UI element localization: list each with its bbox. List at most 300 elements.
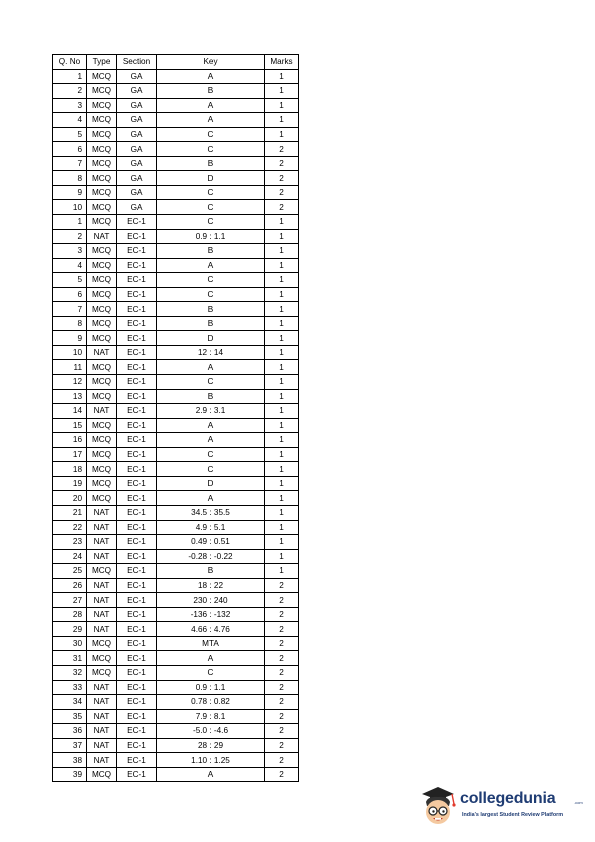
cell-key: B bbox=[157, 564, 265, 579]
cell-section: GA bbox=[117, 171, 157, 186]
cell-marks: 1 bbox=[265, 302, 299, 317]
cell-qno: 5 bbox=[53, 273, 87, 288]
cell-marks: 2 bbox=[265, 607, 299, 622]
cell-type: NAT bbox=[87, 578, 117, 593]
cell-qno: 6 bbox=[53, 142, 87, 157]
cell-marks: 2 bbox=[265, 622, 299, 637]
header-section: Section bbox=[117, 55, 157, 70]
table-row bbox=[53, 418, 299, 433]
cell-marks: 1 bbox=[265, 433, 299, 448]
cell-section: EC-1 bbox=[117, 462, 157, 477]
cell-marks: 1 bbox=[265, 375, 299, 390]
cell-type: MCQ bbox=[87, 273, 117, 288]
header-key: Key bbox=[157, 55, 265, 70]
cell-qno: 36 bbox=[53, 724, 87, 739]
table-row bbox=[53, 98, 299, 113]
cell-qno: 3 bbox=[53, 244, 87, 259]
cell-qno: 9 bbox=[53, 185, 87, 200]
table-row bbox=[53, 447, 299, 462]
cell-marks: 1 bbox=[265, 345, 299, 360]
table-row bbox=[53, 680, 299, 695]
cell-type: MCQ bbox=[87, 564, 117, 579]
table-row bbox=[53, 345, 299, 360]
cell-type: MCQ bbox=[87, 244, 117, 259]
cell-key: A bbox=[157, 418, 265, 433]
cell-marks: 1 bbox=[265, 360, 299, 375]
cell-section: EC-1 bbox=[117, 651, 157, 666]
cell-type: NAT bbox=[87, 753, 117, 768]
cell-key: B bbox=[157, 156, 265, 171]
cell-type: MCQ bbox=[87, 113, 117, 128]
table-row bbox=[53, 360, 299, 375]
cell-type: MCQ bbox=[87, 636, 117, 651]
cell-marks: 1 bbox=[265, 84, 299, 99]
cell-section: EC-1 bbox=[117, 229, 157, 244]
cell-key: C bbox=[157, 447, 265, 462]
cell-key: 0.9 : 1.1 bbox=[157, 680, 265, 695]
cell-qno: 31 bbox=[53, 651, 87, 666]
cell-qno: 1 bbox=[53, 215, 87, 230]
cell-section: EC-1 bbox=[117, 593, 157, 608]
cell-marks: 1 bbox=[265, 549, 299, 564]
cell-qno: 7 bbox=[53, 156, 87, 171]
table-row bbox=[53, 593, 299, 608]
cell-key: A bbox=[157, 69, 265, 84]
brand-tld: .com bbox=[574, 800, 583, 805]
cell-section: EC-1 bbox=[117, 665, 157, 680]
cell-key: 0.9 : 1.1 bbox=[157, 229, 265, 244]
cell-key: A bbox=[157, 98, 265, 113]
cell-key: C bbox=[157, 287, 265, 302]
cell-section: GA bbox=[117, 98, 157, 113]
cell-section: EC-1 bbox=[117, 738, 157, 753]
cell-marks: 1 bbox=[265, 273, 299, 288]
cell-qno: 20 bbox=[53, 491, 87, 506]
cell-section: EC-1 bbox=[117, 505, 157, 520]
cell-qno: 15 bbox=[53, 418, 87, 433]
cell-qno: 1 bbox=[53, 69, 87, 84]
cell-key: A bbox=[157, 491, 265, 506]
cell-section: EC-1 bbox=[117, 578, 157, 593]
cell-key: 230 : 240 bbox=[157, 593, 265, 608]
cell-marks: 1 bbox=[265, 331, 299, 346]
cell-qno: 29 bbox=[53, 622, 87, 637]
cell-marks: 1 bbox=[265, 215, 299, 230]
cell-key: B bbox=[157, 389, 265, 404]
table-row bbox=[53, 316, 299, 331]
table-row bbox=[53, 171, 299, 186]
cell-marks: 1 bbox=[265, 476, 299, 491]
cell-marks: 1 bbox=[265, 505, 299, 520]
cell-type: NAT bbox=[87, 535, 117, 550]
cell-marks: 2 bbox=[265, 753, 299, 768]
cell-qno: 2 bbox=[53, 229, 87, 244]
cell-type: MCQ bbox=[87, 433, 117, 448]
cell-section: GA bbox=[117, 127, 157, 142]
cell-section: EC-1 bbox=[117, 404, 157, 419]
cell-key: C bbox=[157, 462, 265, 477]
cell-type: MCQ bbox=[87, 98, 117, 113]
cell-type: MCQ bbox=[87, 171, 117, 186]
cell-section: EC-1 bbox=[117, 375, 157, 390]
cell-qno: 25 bbox=[53, 564, 87, 579]
cell-key: C bbox=[157, 665, 265, 680]
cell-marks: 1 bbox=[265, 404, 299, 419]
cell-section: EC-1 bbox=[117, 331, 157, 346]
cell-marks: 1 bbox=[265, 564, 299, 579]
cell-key: 18 : 22 bbox=[157, 578, 265, 593]
cell-marks: 2 bbox=[265, 709, 299, 724]
cell-section: EC-1 bbox=[117, 345, 157, 360]
cell-marks: 2 bbox=[265, 767, 299, 782]
table-row bbox=[53, 549, 299, 564]
cell-section: EC-1 bbox=[117, 476, 157, 491]
cell-section: EC-1 bbox=[117, 680, 157, 695]
cell-type: MCQ bbox=[87, 185, 117, 200]
cell-section: GA bbox=[117, 142, 157, 157]
table-row bbox=[53, 462, 299, 477]
cell-marks: 2 bbox=[265, 636, 299, 651]
cell-qno: 5 bbox=[53, 127, 87, 142]
header-marks: Marks bbox=[265, 55, 299, 70]
table-row bbox=[53, 331, 299, 346]
cell-type: MCQ bbox=[87, 69, 117, 84]
cell-qno: 13 bbox=[53, 389, 87, 404]
cell-section: EC-1 bbox=[117, 564, 157, 579]
cell-marks: 2 bbox=[265, 200, 299, 215]
cell-qno: 28 bbox=[53, 607, 87, 622]
cell-qno: 14 bbox=[53, 404, 87, 419]
cell-marks: 1 bbox=[265, 229, 299, 244]
cell-key: 34.5 : 35.5 bbox=[157, 505, 265, 520]
table-row bbox=[53, 273, 299, 288]
cell-section: EC-1 bbox=[117, 535, 157, 550]
table-row bbox=[53, 375, 299, 390]
cell-marks: 1 bbox=[265, 535, 299, 550]
table-row bbox=[53, 724, 299, 739]
cell-qno: 33 bbox=[53, 680, 87, 695]
cell-type: MCQ bbox=[87, 651, 117, 666]
cell-key: MTA bbox=[157, 636, 265, 651]
cell-key: A bbox=[157, 433, 265, 448]
cell-key: A bbox=[157, 113, 265, 128]
table-header-row bbox=[53, 55, 299, 70]
cell-qno: 32 bbox=[53, 665, 87, 680]
cell-marks: 1 bbox=[265, 462, 299, 477]
brand-logo bbox=[416, 782, 586, 832]
cell-key: C bbox=[157, 215, 265, 230]
table-row bbox=[53, 738, 299, 753]
cell-marks: 1 bbox=[265, 69, 299, 84]
table-row bbox=[53, 287, 299, 302]
cell-qno: 2 bbox=[53, 84, 87, 99]
cell-key: 1.10 : 1.25 bbox=[157, 753, 265, 768]
table-row bbox=[53, 229, 299, 244]
cell-qno: 18 bbox=[53, 462, 87, 477]
cell-type: NAT bbox=[87, 593, 117, 608]
cell-marks: 2 bbox=[265, 593, 299, 608]
cell-qno: 35 bbox=[53, 709, 87, 724]
cell-section: EC-1 bbox=[117, 767, 157, 782]
cell-type: MCQ bbox=[87, 767, 117, 782]
cell-key: 28 : 29 bbox=[157, 738, 265, 753]
student-mascot-icon bbox=[416, 782, 460, 830]
cell-section: EC-1 bbox=[117, 447, 157, 462]
cell-qno: 38 bbox=[53, 753, 87, 768]
table-row bbox=[53, 404, 299, 419]
cell-qno: 27 bbox=[53, 593, 87, 608]
cell-qno: 37 bbox=[53, 738, 87, 753]
cell-section: EC-1 bbox=[117, 244, 157, 259]
cell-type: NAT bbox=[87, 724, 117, 739]
table-row bbox=[53, 695, 299, 710]
table-row bbox=[53, 127, 299, 142]
cell-type: NAT bbox=[87, 738, 117, 753]
table-row bbox=[53, 113, 299, 128]
cell-section: GA bbox=[117, 156, 157, 171]
cell-qno: 34 bbox=[53, 695, 87, 710]
cell-marks: 2 bbox=[265, 724, 299, 739]
cell-marks: 1 bbox=[265, 287, 299, 302]
cell-marks: 1 bbox=[265, 447, 299, 462]
cell-marks: 1 bbox=[265, 491, 299, 506]
cell-type: MCQ bbox=[87, 491, 117, 506]
cell-section: EC-1 bbox=[117, 433, 157, 448]
cell-marks: 1 bbox=[265, 520, 299, 535]
table-row bbox=[53, 520, 299, 535]
cell-type: NAT bbox=[87, 520, 117, 535]
table-row bbox=[53, 636, 299, 651]
cell-qno: 24 bbox=[53, 549, 87, 564]
cell-key: C bbox=[157, 375, 265, 390]
cell-section: EC-1 bbox=[117, 520, 157, 535]
cell-marks: 2 bbox=[265, 171, 299, 186]
cell-marks: 2 bbox=[265, 665, 299, 680]
cell-section: EC-1 bbox=[117, 491, 157, 506]
table-row bbox=[53, 302, 299, 317]
cell-section: EC-1 bbox=[117, 607, 157, 622]
cell-qno: 4 bbox=[53, 113, 87, 128]
cell-section: EC-1 bbox=[117, 258, 157, 273]
cell-marks: 1 bbox=[265, 389, 299, 404]
cell-marks: 2 bbox=[265, 738, 299, 753]
cell-section: EC-1 bbox=[117, 709, 157, 724]
table-row bbox=[53, 535, 299, 550]
cell-section: GA bbox=[117, 84, 157, 99]
cell-section: EC-1 bbox=[117, 215, 157, 230]
cell-qno: 7 bbox=[53, 302, 87, 317]
cell-qno: 30 bbox=[53, 636, 87, 651]
answer-key-table bbox=[52, 54, 299, 782]
cell-section: EC-1 bbox=[117, 273, 157, 288]
cell-type: MCQ bbox=[87, 200, 117, 215]
cell-section: GA bbox=[117, 69, 157, 84]
cell-key: D bbox=[157, 476, 265, 491]
table-row bbox=[53, 244, 299, 259]
cell-key: D bbox=[157, 331, 265, 346]
cell-qno: 39 bbox=[53, 767, 87, 782]
cell-section: GA bbox=[117, 200, 157, 215]
cell-key: C bbox=[157, 185, 265, 200]
cell-marks: 1 bbox=[265, 244, 299, 259]
table-body bbox=[53, 69, 299, 782]
cell-type: MCQ bbox=[87, 302, 117, 317]
table-row bbox=[53, 156, 299, 171]
cell-type: MCQ bbox=[87, 127, 117, 142]
table-row bbox=[53, 476, 299, 491]
cell-qno: 16 bbox=[53, 433, 87, 448]
header-type: Type bbox=[87, 55, 117, 70]
cell-type: NAT bbox=[87, 607, 117, 622]
table-row bbox=[53, 389, 299, 404]
cell-qno: 8 bbox=[53, 171, 87, 186]
cell-key: 0.49 : 0.51 bbox=[157, 535, 265, 550]
cell-marks: 1 bbox=[265, 98, 299, 113]
cell-section: EC-1 bbox=[117, 389, 157, 404]
cell-qno: 21 bbox=[53, 505, 87, 520]
cell-key: B bbox=[157, 302, 265, 317]
cell-qno: 19 bbox=[53, 476, 87, 491]
cell-key: 4.66 : 4.76 bbox=[157, 622, 265, 637]
cell-key: 4.9 : 5.1 bbox=[157, 520, 265, 535]
cell-marks: 1 bbox=[265, 316, 299, 331]
cell-qno: 26 bbox=[53, 578, 87, 593]
cell-key: D bbox=[157, 171, 265, 186]
cell-marks: 2 bbox=[265, 142, 299, 157]
cell-qno: 9 bbox=[53, 331, 87, 346]
table-row bbox=[53, 69, 299, 84]
cell-marks: 1 bbox=[265, 418, 299, 433]
cell-section: EC-1 bbox=[117, 360, 157, 375]
cell-marks: 2 bbox=[265, 185, 299, 200]
table-row bbox=[53, 258, 299, 273]
cell-marks: 2 bbox=[265, 578, 299, 593]
cell-type: MCQ bbox=[87, 476, 117, 491]
cell-section: EC-1 bbox=[117, 418, 157, 433]
cell-type: MCQ bbox=[87, 665, 117, 680]
table-row bbox=[53, 753, 299, 768]
cell-key: C bbox=[157, 142, 265, 157]
cell-section: EC-1 bbox=[117, 549, 157, 564]
cell-marks: 2 bbox=[265, 651, 299, 666]
cell-marks: 2 bbox=[265, 680, 299, 695]
cell-section: EC-1 bbox=[117, 287, 157, 302]
cell-qno: 3 bbox=[53, 98, 87, 113]
cell-type: MCQ bbox=[87, 447, 117, 462]
cell-section: EC-1 bbox=[117, 695, 157, 710]
table-row bbox=[53, 215, 299, 230]
cell-type: MCQ bbox=[87, 142, 117, 157]
cell-type: MCQ bbox=[87, 316, 117, 331]
table-row bbox=[53, 185, 299, 200]
cell-type: NAT bbox=[87, 709, 117, 724]
table-row bbox=[53, 84, 299, 99]
cell-type: NAT bbox=[87, 695, 117, 710]
cell-key: 2.9 : 3.1 bbox=[157, 404, 265, 419]
cell-qno: 11 bbox=[53, 360, 87, 375]
cell-type: MCQ bbox=[87, 389, 117, 404]
cell-qno: 8 bbox=[53, 316, 87, 331]
brand-tagline: India's largest Student Review Platform bbox=[462, 812, 564, 818]
cell-marks: 1 bbox=[265, 113, 299, 128]
table-row bbox=[53, 651, 299, 666]
cell-key: A bbox=[157, 258, 265, 273]
cell-type: NAT bbox=[87, 229, 117, 244]
cell-key: B bbox=[157, 244, 265, 259]
cell-marks: 1 bbox=[265, 127, 299, 142]
cell-type: NAT bbox=[87, 345, 117, 360]
table-row bbox=[53, 433, 299, 448]
cell-type: MCQ bbox=[87, 462, 117, 477]
cell-key: A bbox=[157, 360, 265, 375]
cell-type: MCQ bbox=[87, 215, 117, 230]
cell-type: MCQ bbox=[87, 331, 117, 346]
cell-marks: 2 bbox=[265, 156, 299, 171]
cell-type: MCQ bbox=[87, 287, 117, 302]
cell-qno: 10 bbox=[53, 200, 87, 215]
cell-section: EC-1 bbox=[117, 316, 157, 331]
cell-key: -0.28 : -0.22 bbox=[157, 549, 265, 564]
cell-section: GA bbox=[117, 113, 157, 128]
table-row bbox=[53, 607, 299, 622]
cell-section: EC-1 bbox=[117, 622, 157, 637]
cell-type: MCQ bbox=[87, 360, 117, 375]
table-row bbox=[53, 491, 299, 506]
cell-key: C bbox=[157, 127, 265, 142]
table-row bbox=[53, 578, 299, 593]
cell-qno: 6 bbox=[53, 287, 87, 302]
cell-key: C bbox=[157, 273, 265, 288]
cell-type: NAT bbox=[87, 622, 117, 637]
cell-qno: 17 bbox=[53, 447, 87, 462]
cell-type: NAT bbox=[87, 404, 117, 419]
cell-type: MCQ bbox=[87, 156, 117, 171]
header-qno: Q. No bbox=[53, 55, 87, 70]
cell-type: MCQ bbox=[87, 375, 117, 390]
table-row bbox=[53, 622, 299, 637]
cell-key: 12 : 14 bbox=[157, 345, 265, 360]
table-row bbox=[53, 767, 299, 782]
cell-type: MCQ bbox=[87, 418, 117, 433]
cell-key: 0.78 : 0.82 bbox=[157, 695, 265, 710]
cell-key: A bbox=[157, 767, 265, 782]
cell-key: A bbox=[157, 651, 265, 666]
table-row bbox=[53, 200, 299, 215]
cell-section: EC-1 bbox=[117, 724, 157, 739]
cell-type: NAT bbox=[87, 680, 117, 695]
cell-key: 7.9 : 8.1 bbox=[157, 709, 265, 724]
cell-marks: 1 bbox=[265, 258, 299, 273]
cell-key: -136 : -132 bbox=[157, 607, 265, 622]
cell-qno: 23 bbox=[53, 535, 87, 550]
brand-name: collegedunia bbox=[460, 790, 556, 807]
table-row bbox=[53, 665, 299, 680]
cell-section: EC-1 bbox=[117, 753, 157, 768]
cell-qno: 22 bbox=[53, 520, 87, 535]
cell-type: MCQ bbox=[87, 84, 117, 99]
cell-section: GA bbox=[117, 185, 157, 200]
table-row bbox=[53, 142, 299, 157]
cell-section: EC-1 bbox=[117, 636, 157, 651]
cell-type: NAT bbox=[87, 505, 117, 520]
cell-key: B bbox=[157, 84, 265, 99]
cell-key: C bbox=[157, 200, 265, 215]
cell-section: EC-1 bbox=[117, 302, 157, 317]
cell-qno: 12 bbox=[53, 375, 87, 390]
cell-type: MCQ bbox=[87, 258, 117, 273]
cell-key: B bbox=[157, 316, 265, 331]
cell-type: NAT bbox=[87, 549, 117, 564]
